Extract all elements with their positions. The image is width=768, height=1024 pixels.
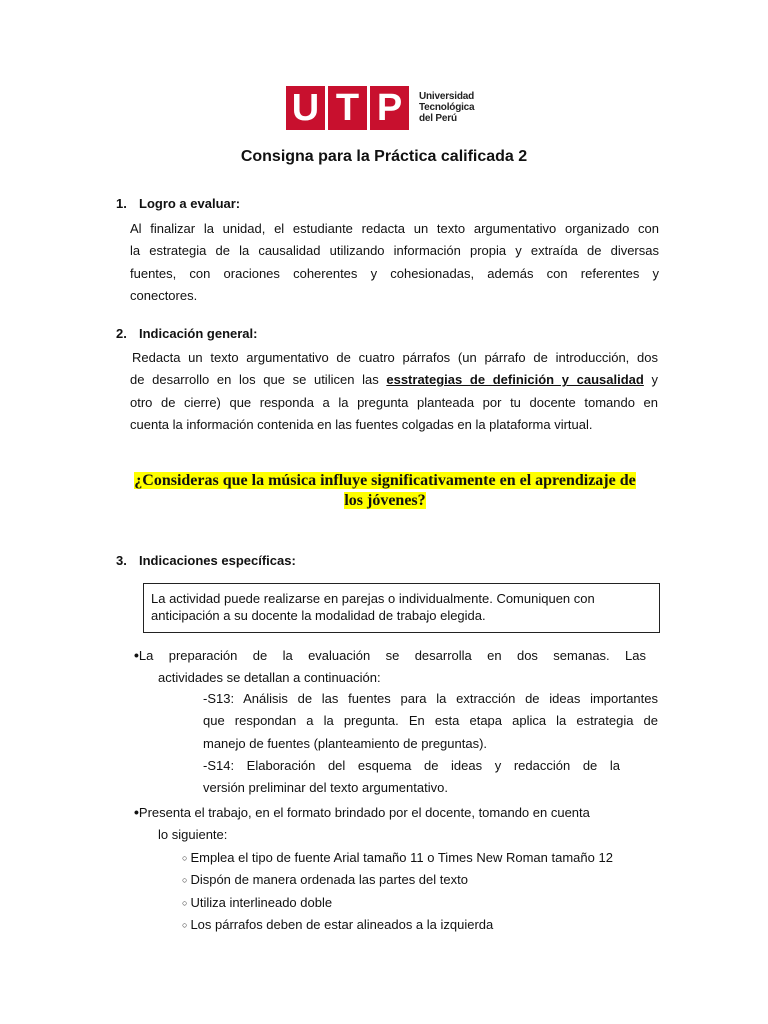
box-line-2: anticipación a su docente la modalidad de trabajo elegida. [151,608,486,623]
section-2-title: Indicación general: [139,326,258,341]
question-line-1: ¿Consideras que la música influye significativamente en el aprendizaje de [134,472,636,489]
section-2-line: Redacta un texto argumentativo de cuatro párrafos (un párrafo de introducción, dos [132,350,658,365]
document-title: Consigna para la Práctica calificada 2 [240,148,528,165]
logo-line-1: Universidad [419,91,475,102]
circle-bullet-icon: ○ [182,875,188,886]
section-2-number: 2. [116,326,127,341]
list-item: ○ Los párrafos deben de estar alineados a la izquierda [182,916,494,932]
s14-activity [203,755,620,800]
question-line-2: los jóvenes? [344,492,426,509]
section-1-line: la estrategia de la causalidad utilizando información propia y extraída de diversas [130,243,659,259]
s13-line: -S13: Análisis de las fuentes para la extracción de ideas importantes [203,691,658,706]
logo-letter-u: U [286,86,325,130]
section-1-title: Logro a evaluar: [139,196,241,211]
box-line-1: La actividad puede realizarse en parejas o individualmente. Comuniquen con [151,591,595,606]
circle-bullet-icon: ○ [182,853,188,863]
logo-letter-p: P [370,86,409,130]
section-1-body [130,218,659,307]
bullet-1-line-1: La preparación de la evaluación se desarrolla en dos semanas. Las [138,648,646,663]
logo-line-3: del Perú [419,113,457,124]
circle-bullet-icon: ○ [182,919,188,930]
list-item: ○ Dispón de manera ordenada las partes del texto [182,872,468,888]
section-2-line-2-pre: de desarrollo en los que se utilicen las [130,372,387,388]
bullet-1-line-2: actividades se detallan a continuación: [158,670,381,686]
s13-line: que respondan a la pregunta. En esta etapa aplica la estrategia de [203,713,658,729]
highlighted-question [80,471,690,511]
bullet-icon: • [134,804,139,820]
s13-line: manejo de fuentes (planteamiento de preguntas). [203,735,488,751]
bullet-item-format [134,801,654,847]
section-1-line: fuentes, con oraciones coherentes y cohesionadas, además con referentes y [130,265,659,281]
s14-line: -S14: Elaboración del esquema de ideas y redacción de la [203,758,620,773]
bullet-2-line-1: Presenta el trabajo, en el formato brindado por el docente, tomando en cuenta [138,805,590,820]
section-2-line [130,369,658,391]
section-2-line-2-post: y [643,372,658,388]
section-3-number: 3. [116,553,127,568]
utp-logo [286,86,474,130]
section-1-line: conectores. [130,287,198,303]
section-2-underlined-strategies: esstrategias de definición y causalidad [386,372,644,388]
bullet-item-preparation [134,644,646,690]
logo-wordmark [419,91,474,124]
section-1-line: Al finalizar la unidad, el estudiante redacta un texto argumentativo organizado con [130,221,659,236]
s14-line: versión preliminar del texto argumentativo. [203,780,448,796]
format-requirements-list [182,847,662,936]
section-1-heading [116,196,240,211]
section-1-number: 1. [116,196,127,211]
section-2-line: cuenta la información contenida en las fuentes colgadas en la plataforma virtual. [130,416,593,432]
section-3-heading [116,553,296,568]
list-item: ○ Utiliza interlineado doble [182,894,333,910]
logo-line-2: Tecnológica [419,102,475,113]
bullet-icon: • [134,647,139,663]
logo-letter-t: T [328,86,367,130]
bullet-2-line-2: lo siguiente: [158,827,228,843]
circle-bullet-icon: ○ [182,897,188,908]
s13-activity [203,688,658,755]
section-2-body [130,347,658,436]
section-2-line: otro de cierre) que responda a la pregunta planteada por tu docente tomando en [130,394,658,410]
section-3-title: Indicaciones específicas: [139,553,296,568]
modality-note-box [143,583,660,633]
list-item: ○ Emplea el tipo de fuente Arial tamaño 11 o Times New Roman tamaño 12 [182,850,613,865]
section-2-heading [116,326,257,341]
